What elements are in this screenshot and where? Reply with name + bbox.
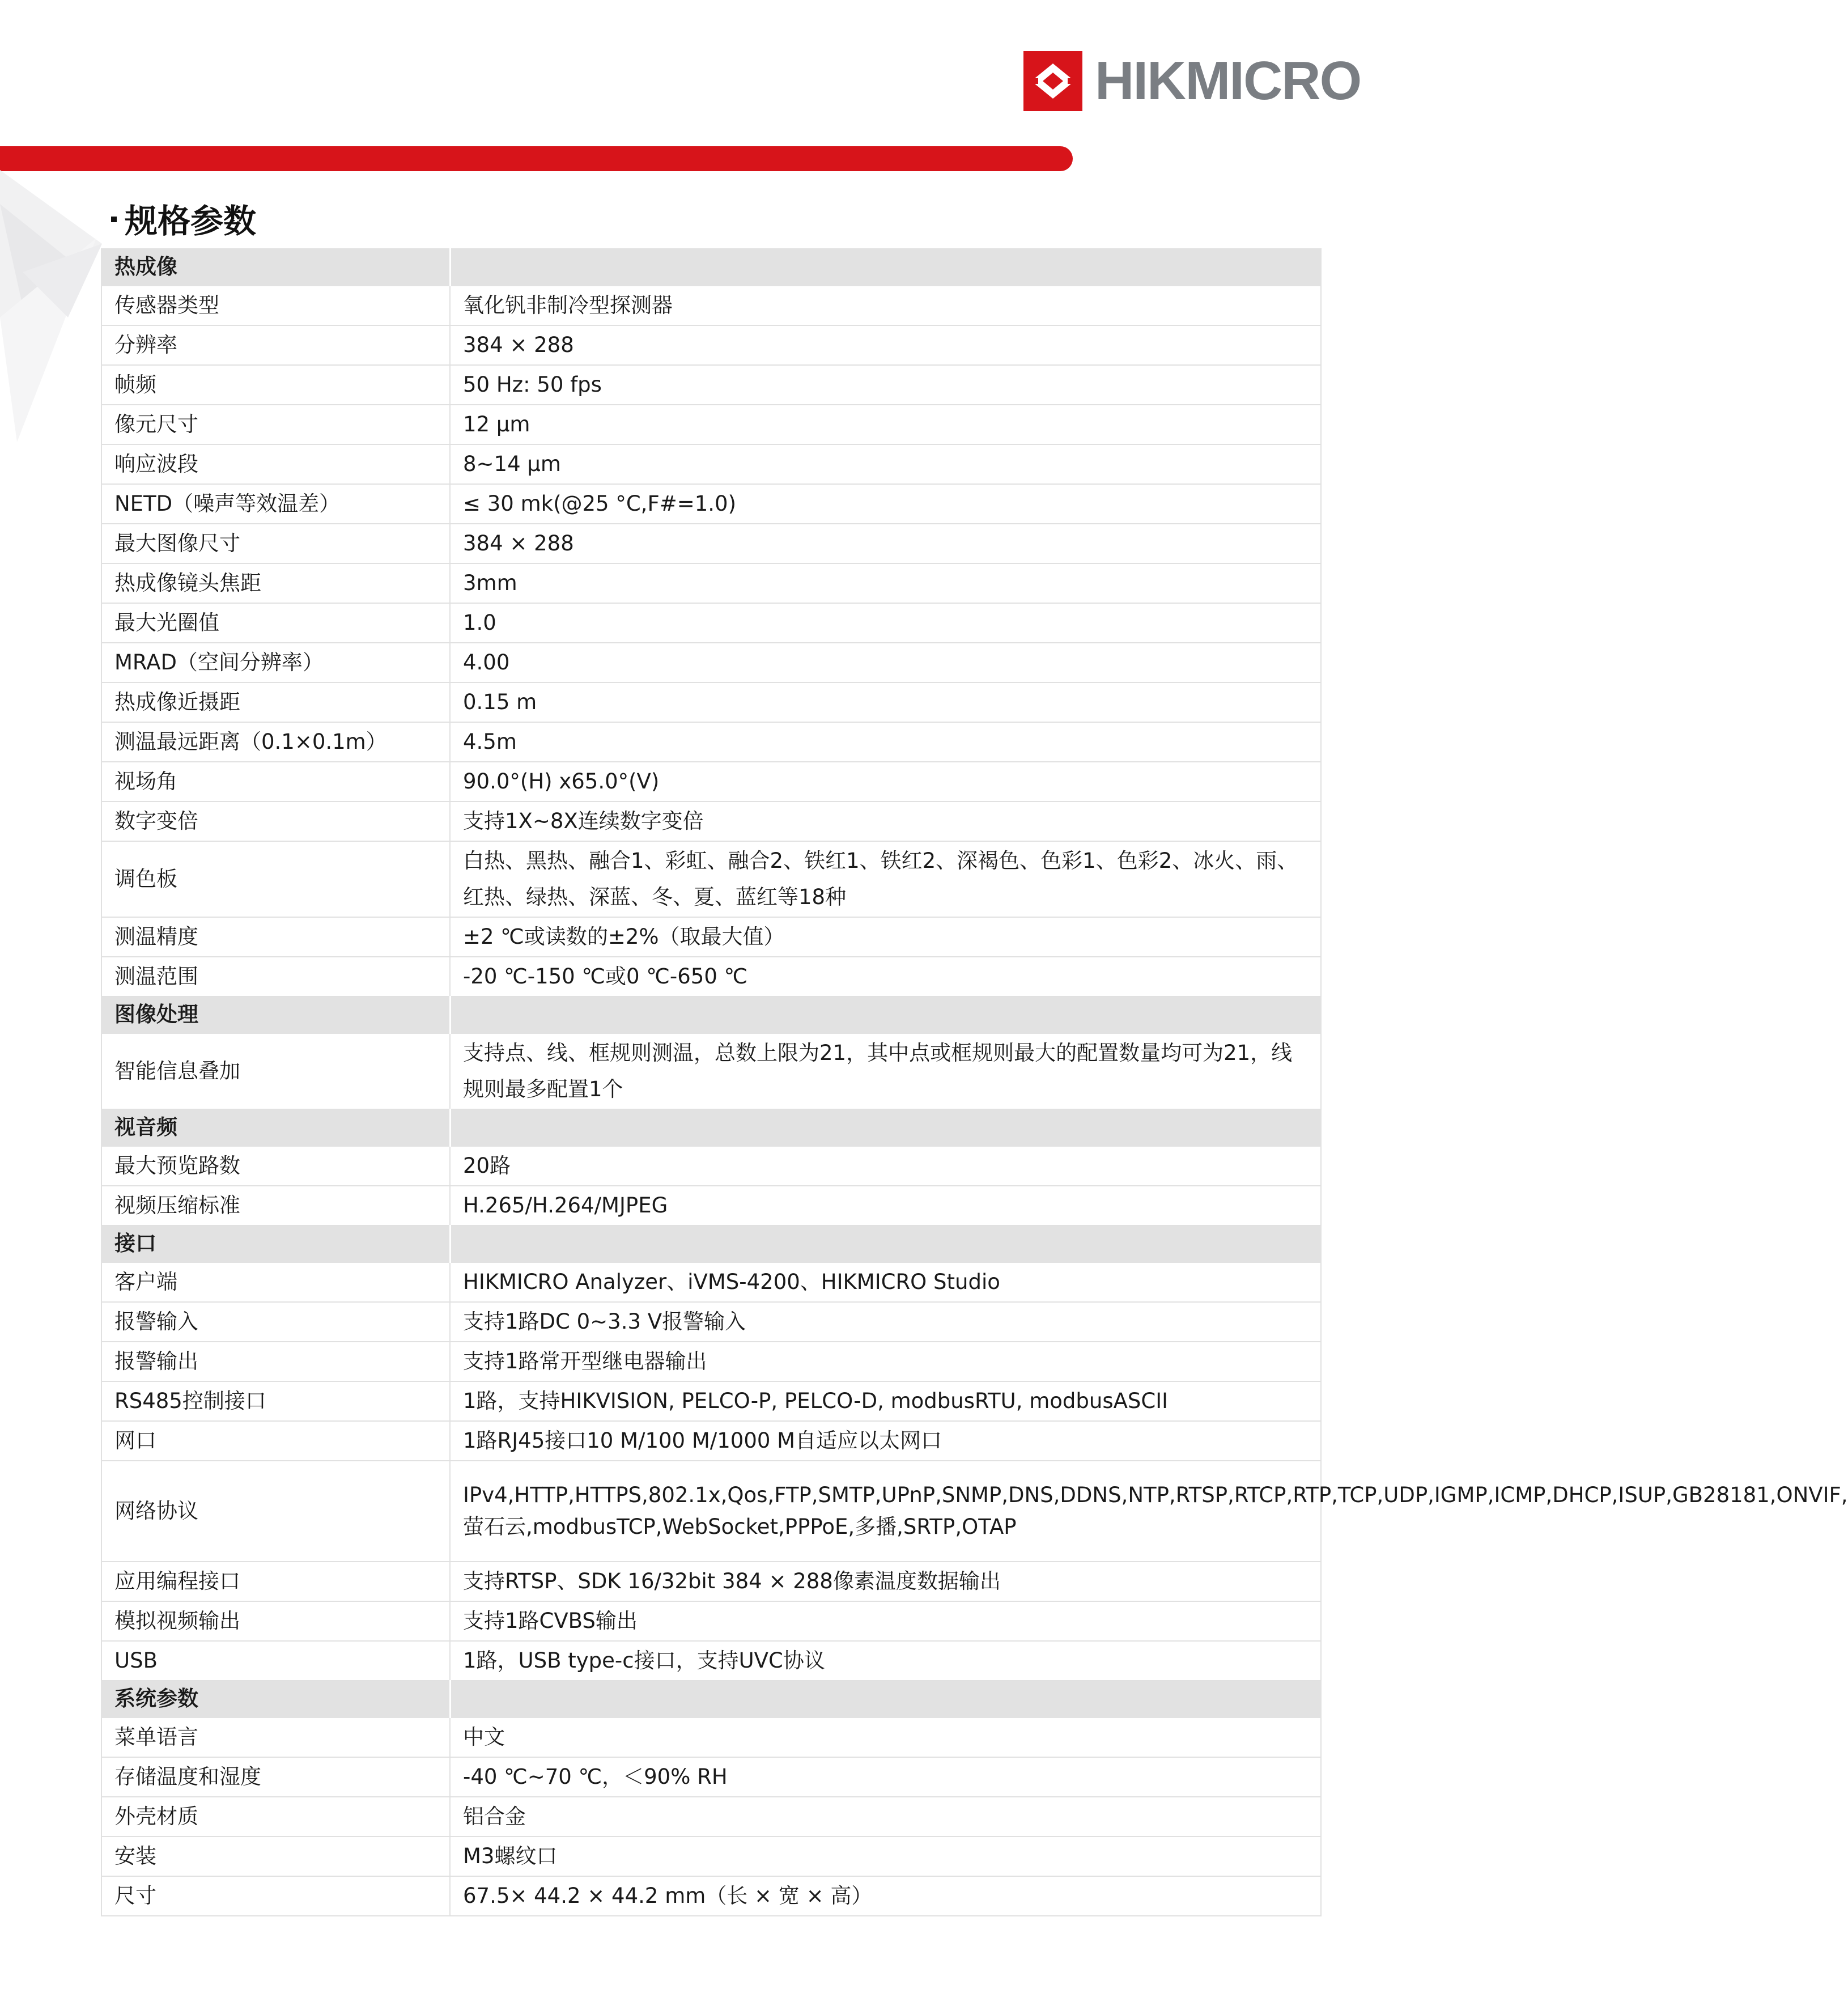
title-bullet (111, 217, 117, 222)
spec-value: 支持1路CVBS输出 (450, 1601, 1321, 1641)
spec-value: -20 ℃-150 ℃或0 ℃-650 ℃ (450, 957, 1321, 996)
spec-row (101, 1461, 1321, 1562)
spec-label: 菜单语言 (101, 1717, 450, 1757)
spec-value: 384 × 288 (450, 524, 1321, 563)
spec-value: 氧化钒非制冷型探测器 (450, 286, 1321, 325)
spec-row (101, 524, 1321, 563)
spec-label: 最大图像尺寸 (101, 524, 450, 563)
spec-row (101, 603, 1321, 643)
spec-value: HIKMICRO Analyzer、iVMS-4200、HIKMICRO Studio (450, 1262, 1321, 1302)
spec-row (101, 1876, 1321, 1916)
category-title: 图像处理 (101, 996, 450, 1033)
spec-row (101, 1641, 1321, 1681)
spec-value: 12 μm (450, 405, 1321, 444)
category-title: 热成像 (101, 249, 450, 286)
spec-value: 支持1路DC 0~3.3 V报警输入 (450, 1302, 1321, 1342)
spec-row (101, 1146, 1321, 1186)
spec-label: 调色板 (101, 841, 450, 917)
spec-row (101, 762, 1321, 801)
spec-row (101, 722, 1321, 762)
category-spacer (450, 1109, 1321, 1146)
spec-row (101, 917, 1321, 957)
spec-row (101, 325, 1321, 365)
spec-value: -40 ℃~70 ℃，＜90% RH (450, 1757, 1321, 1797)
spec-label: 测温范围 (101, 957, 450, 996)
spec-row (101, 957, 1321, 996)
spec-row (101, 365, 1321, 405)
spec-label: 网络协议 (101, 1461, 450, 1562)
spec-label: 传感器类型 (101, 286, 450, 325)
spec-value: 50 Hz: 50 fps (450, 365, 1321, 405)
spec-label: 测温最远距离（0.1×0.1m） (101, 722, 450, 762)
spec-value: 白热、黑热、融合1、彩虹、融合2、铁红1、铁红2、深褐色、色彩1、色彩2、冰火、雨、红热、绿热、深蓝、冬、夏、蓝红等18种 (450, 841, 1321, 917)
brand-logo (1023, 51, 1361, 111)
spec-label: RS485控制接口 (101, 1381, 450, 1421)
spec-value: ±2 ℃或读数的±2%（取最大值） (450, 917, 1321, 957)
spec-label: 测温精度 (101, 917, 450, 957)
spec-label: 模拟视频输出 (101, 1601, 450, 1641)
header-red-bar (0, 146, 1073, 171)
spec-value: 1路，支持HIKVISION, PELCO-P, PELCO-D, modbusRTU, modbusASCII (450, 1381, 1321, 1421)
spec-label: USB (101, 1641, 450, 1681)
spec-row (101, 1421, 1321, 1461)
spec-label: 帧频 (101, 365, 450, 405)
spec-value: IPv4,HTTP,HTTPS,802.1x,Qos,FTP,SMTP,UPnP,SNMP,DNS,DDNS,NTP,RTSP,RTCP,RTP,TCP,UDP,IGMP,ICMP,DHCP,ISUP,GB28181,ONVIF,萤石云,modbusTCP,WebSocket,PPPoE,多播,SRTP,OTAP (450, 1461, 1321, 1562)
spec-label: 应用编程接口 (101, 1562, 450, 1601)
spec-label: 视场角 (101, 762, 450, 801)
spec-row (101, 286, 1321, 325)
spec-value: 支持1路常开型继电器输出 (450, 1342, 1321, 1381)
spec-label: 最大光圈值 (101, 603, 450, 643)
category-spacer (450, 996, 1321, 1033)
spec-value: 1路RJ45接口10 M/100 M/1000 M自适应以太网口 (450, 1421, 1321, 1461)
spec-value: 0.15 m (450, 682, 1321, 722)
spec-label: 分辨率 (101, 325, 450, 365)
category-title: 系统参数 (101, 1681, 450, 1717)
spec-value: 90.0°(H) x65.0°(V) (450, 762, 1321, 801)
spec-row (101, 1381, 1321, 1421)
spec-row (101, 841, 1321, 917)
spec-row (101, 1757, 1321, 1797)
spec-value: 铝合金 (450, 1797, 1321, 1837)
spec-label: 报警输入 (101, 1302, 450, 1342)
spec-value: H.265/H.264/MJPEG (450, 1186, 1321, 1225)
spec-value: 支持点、线、框规则测温，总数上限为21，其中点或框规则最大的配置数量均可为21，线规则最多配置1个 (450, 1033, 1321, 1109)
spec-label: 存储温度和湿度 (101, 1757, 450, 1797)
spec-value: 8~14 μm (450, 444, 1321, 484)
spec-label: 数字变倍 (101, 801, 450, 841)
page-title-text: 规格参数 (125, 202, 257, 240)
category-spacer (450, 1681, 1321, 1717)
category-title: 接口 (101, 1225, 450, 1262)
page-title (111, 196, 256, 241)
spec-row (101, 1262, 1321, 1302)
spec-label: 安装 (101, 1837, 450, 1876)
spec-row (101, 484, 1321, 524)
background-decoration (0, 170, 113, 465)
category-spacer (450, 249, 1321, 286)
spec-value: 67.5× 44.2 × 44.2 mm（长 × 宽 × 高） (450, 1876, 1321, 1916)
spec-value: 支持1X~8X连续数字变倍 (450, 801, 1321, 841)
hikmicro-logo-icon (1023, 51, 1082, 111)
category-title: 视音频 (101, 1109, 450, 1146)
spec-label: 客户端 (101, 1262, 450, 1302)
spec-value: 384 × 288 (450, 325, 1321, 365)
spec-row (101, 643, 1321, 682)
category-row (101, 1109, 1321, 1146)
spec-label: 视频压缩标准 (101, 1186, 450, 1225)
spec-value: 4.00 (450, 643, 1321, 682)
spec-value: 1路，USB type-c接口，支持UVC协议 (450, 1641, 1321, 1681)
spec-row (101, 405, 1321, 444)
spec-label: 报警输出 (101, 1342, 450, 1381)
spec-value: 4.5m (450, 722, 1321, 762)
category-row (101, 249, 1321, 286)
spec-label: 尺寸 (101, 1876, 450, 1916)
spec-label: 最大预览路数 (101, 1146, 450, 1186)
spec-row (101, 1797, 1321, 1837)
spec-value: 1.0 (450, 603, 1321, 643)
spec-value: ≤ 30 mk(@25 °C,F#=1.0) (450, 484, 1321, 524)
brand-name: HIKMICRO (1095, 50, 1361, 111)
spec-row (101, 1342, 1321, 1381)
spec-label: 外壳材质 (101, 1797, 450, 1837)
spec-value: 支持RTSP、SDK 16/32bit 384 × 288像素温度数据输出 (450, 1562, 1321, 1601)
spec-row (101, 444, 1321, 484)
spec-label: 热成像近摄距 (101, 682, 450, 722)
spec-row (101, 801, 1321, 841)
spec-label: MRAD（空间分辨率） (101, 643, 450, 682)
spec-label: 网口 (101, 1421, 450, 1461)
spec-row (101, 682, 1321, 722)
spec-row (101, 1186, 1321, 1225)
spec-value: 中文 (450, 1717, 1321, 1757)
spec-label: 智能信息叠加 (101, 1033, 450, 1109)
spec-label: 响应波段 (101, 444, 450, 484)
spec-value: 3mm (450, 563, 1321, 603)
spec-row (101, 1601, 1321, 1641)
spec-row (101, 1562, 1321, 1601)
category-spacer (450, 1225, 1321, 1262)
spec-value: 20路 (450, 1146, 1321, 1186)
spec-label: 像元尺寸 (101, 405, 450, 444)
spec-label: NETD（噪声等效温差） (101, 484, 450, 524)
spec-row (101, 1302, 1321, 1342)
spec-row (101, 1033, 1321, 1109)
spec-value: M3螺纹口 (450, 1837, 1321, 1876)
spec-table (101, 248, 1848, 1916)
spec-row (101, 1837, 1321, 1876)
spec-label: 热成像镜头焦距 (101, 563, 450, 603)
spec-row (101, 563, 1321, 603)
category-row (101, 1225, 1321, 1262)
category-row (101, 996, 1321, 1033)
category-row (101, 1681, 1321, 1717)
spec-row (101, 1717, 1321, 1757)
